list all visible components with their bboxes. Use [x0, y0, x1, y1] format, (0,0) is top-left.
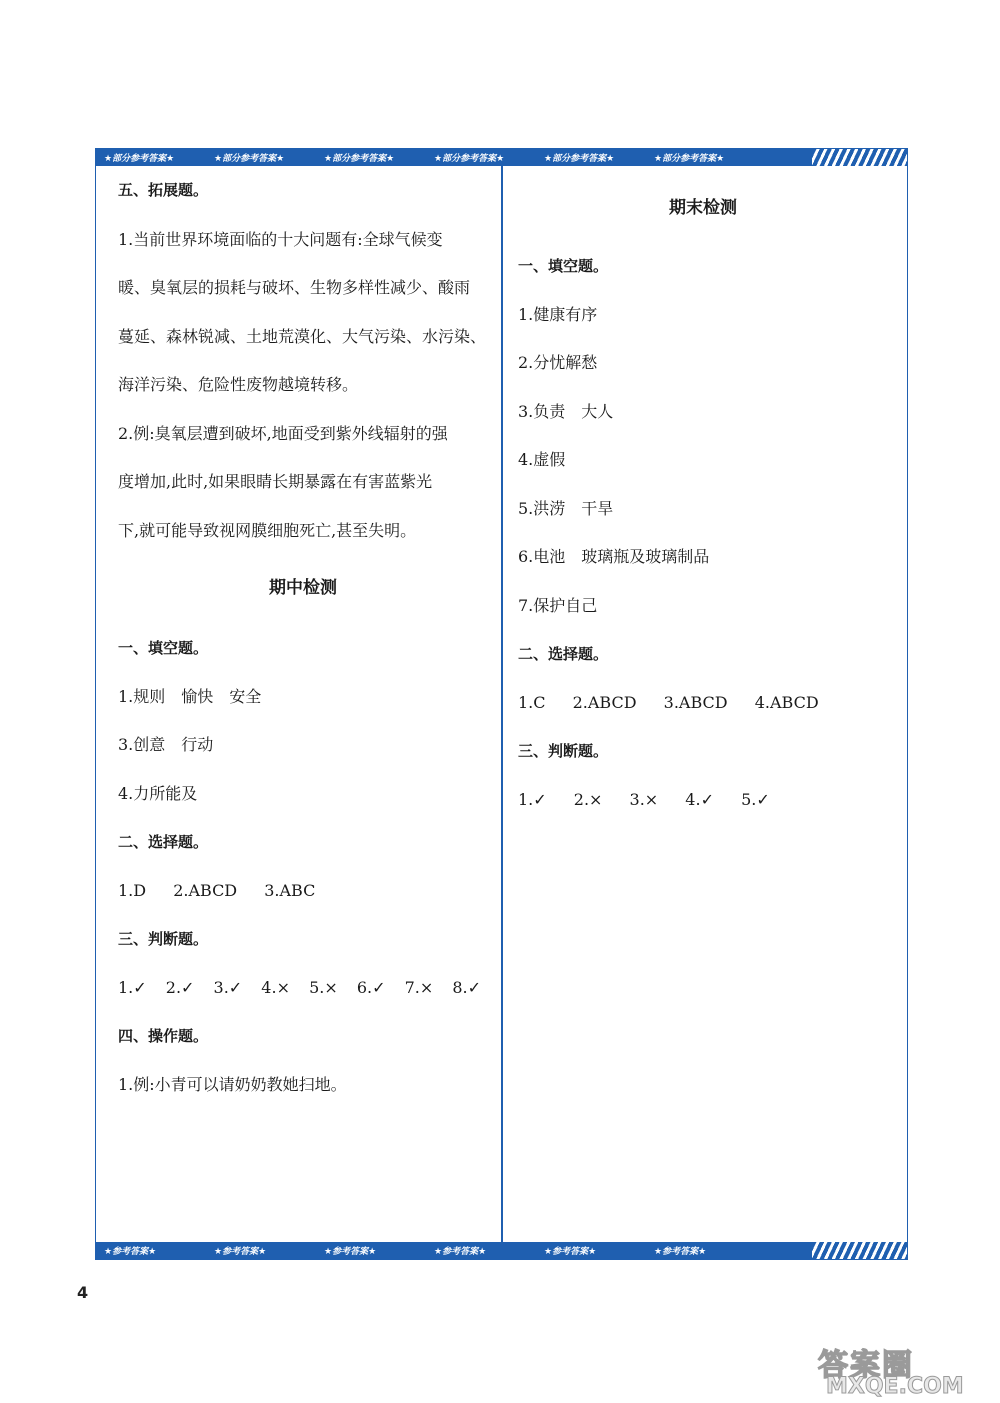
answer-line: 1.例:小青可以请奶奶教她扫地。 [118, 1074, 347, 1094]
footer-band [96, 1242, 907, 1259]
stripe-decoration [812, 1242, 907, 1259]
answer-line [118, 977, 488, 999]
answer-item: 8.✓ [452, 977, 482, 997]
text-line: 暖、臭氧层的损耗与破坏、生物多样性减少、酸雨 [118, 278, 471, 297]
page-number: 4 [77, 1283, 89, 1302]
answer-item: 4.✓ [685, 789, 714, 809]
answer-item: 6.✓ [356, 977, 386, 997]
header-mark: ★部分参考答案★ [544, 154, 615, 164]
answer-item: 2.× [573, 789, 603, 809]
footer-mark: ★参考答案★ [654, 1247, 707, 1257]
header-mark: ★部分参考答案★ [324, 154, 395, 164]
answer-line: 7.保护自己 [518, 595, 598, 615]
answer-line: 1.规则 愉快 安全 [118, 686, 262, 706]
text-line: 2.例:臭氧层遭到破坏,地面受到紫外线辐射的强 [118, 423, 448, 443]
text-line: 下,就可能导致视网膜细胞死亡,甚至失明。 [118, 520, 417, 540]
answer-item: 3.× [629, 789, 659, 809]
header-mark: ★部分参考答案★ [104, 154, 175, 164]
text-line: 海洋污染、危险性废物越境转移。 [118, 375, 359, 394]
answer-line: 3.创意 行动 [118, 735, 214, 754]
header-band [96, 149, 907, 166]
text-line: 1.当前世界环境面临的十大问题有:全球气候变 [118, 229, 443, 249]
answer-item: 2.ABCD [572, 692, 637, 712]
answer-frame [95, 148, 908, 1260]
text-line: 蔓延、森林锐减、土地荒漠化、大气污染、水污染、 [118, 326, 487, 346]
footer-mark: ★参考答案★ [324, 1247, 377, 1257]
logo-text-en: MXQE.COM [826, 1374, 964, 1399]
section-heading: 三、判断题。 [118, 930, 209, 948]
answer-item: 1.D [118, 880, 147, 900]
answer-line: 2.分忧解愁 [518, 353, 598, 372]
answer-item: 5.✓ [741, 789, 770, 809]
logo-text-cn: 答案圈 [818, 1348, 914, 1383]
answer-item: 5.× [309, 977, 338, 997]
header-mark: ★部分参考答案★ [654, 154, 725, 164]
footer-mark: ★参考答案★ [544, 1247, 597, 1257]
header-mark: ★部分参考答案★ [214, 154, 285, 164]
answer-item: 2.ABCD [173, 880, 238, 900]
extension-q1 [118, 216, 488, 410]
section-heading: 五、拓展题。 [118, 181, 209, 199]
answer-item: 3.✓ [213, 977, 243, 997]
answer-item: 3.ABCD [663, 692, 728, 712]
answer-item: 4.ABCD [754, 692, 819, 712]
answer-line [518, 692, 888, 714]
answer-line: 5.洪涝 干旱 [518, 498, 614, 518]
header-mark: ★部分参考答案★ [434, 154, 505, 164]
answer-item: 1.C [518, 692, 546, 712]
answer-item: 4.× [261, 977, 290, 997]
footer-mark: ★参考答案★ [434, 1247, 487, 1257]
answer-line [118, 880, 488, 902]
right-column [518, 197, 888, 837]
answer-line: 1.健康有序 [518, 304, 598, 324]
text-line: 度增加,此时,如果眼睛长期暴露在有害蓝紫光 [118, 472, 433, 491]
answer-item: 7.× [404, 977, 434, 997]
answer-line: 4.力所能及 [118, 783, 198, 803]
section-heading: 四、操作题。 [118, 1027, 209, 1045]
section-heading: 一、填空题。 [518, 257, 609, 275]
answer-item: 1.✓ [118, 977, 147, 997]
answer-line [518, 789, 888, 811]
answer-line: 4.虚假 [518, 450, 566, 469]
stripe-decoration [812, 149, 907, 166]
extension-q2 [118, 410, 488, 556]
section-heading: 一、填空题。 [118, 639, 209, 657]
column-divider [501, 166, 503, 1242]
footer-mark: ★参考答案★ [214, 1247, 267, 1257]
answer-line: 3.负责 大人 [518, 401, 614, 421]
answer-item: 2.✓ [165, 977, 195, 997]
section-heading: 三、判断题。 [518, 742, 609, 760]
footer-mark: ★参考答案★ [104, 1247, 157, 1257]
watermark-logo [818, 1340, 996, 1400]
answer-line: 6.电池 玻璃瓶及玻璃制品 [518, 547, 710, 566]
left-column [118, 179, 488, 1122]
midterm-title: 期中检测 [269, 578, 337, 598]
section-heading: 二、选择题。 [118, 833, 209, 851]
answer-item: 1.✓ [518, 789, 547, 809]
final-title: 期末检测 [669, 198, 737, 218]
section-heading: 二、选择题。 [518, 645, 609, 663]
answer-item: 3.ABC [264, 880, 316, 900]
